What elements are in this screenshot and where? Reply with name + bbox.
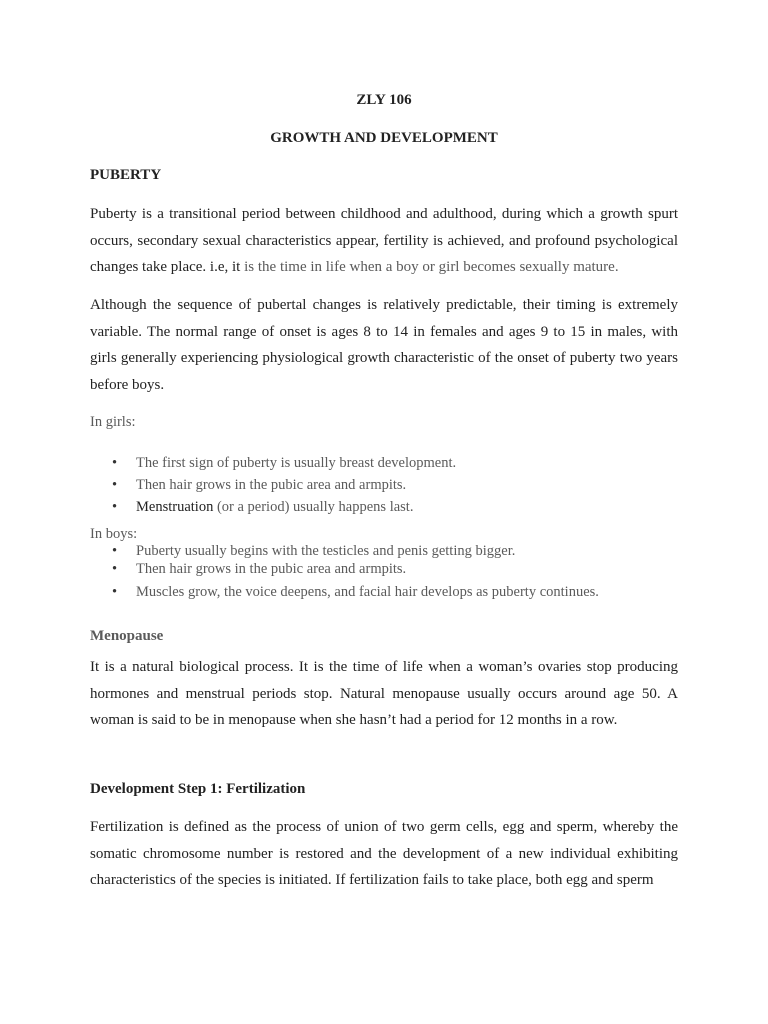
- bullet-icon: •: [112, 561, 118, 577]
- fertilization-heading: Development Step 1: Fertilization: [90, 781, 306, 797]
- course-title: GROWTH AND DEVELOPMENT: [270, 130, 498, 146]
- puberty-p1-main: Puberty is a transitional period between childhood and adulthood, during which a growth spurt occurs, secondary sexual characteristics appear, fertility is achieved, and profound psychological changes take place. i.e, it: [90, 206, 678, 275]
- puberty-p1-grey: is the time in life when a boy or girl becomes sexually mature.: [244, 259, 619, 275]
- puberty-heading: PUBERTY: [90, 167, 162, 183]
- list-item: • Then hair grows in the pubic area and armpits.: [112, 474, 456, 496]
- list-item: • Puberty usually begins with the testicles and penis getting bigger.: [112, 543, 516, 559]
- bullet-icon: •: [112, 543, 118, 559]
- list-item: • Muscles grow, the voice deepens, and facial hair develops as puberty continues.: [112, 581, 599, 603]
- course-code: ZLY 106: [356, 92, 412, 108]
- puberty-paragraph-2: Although the sequence of pubertal changes is relatively predictable, their timing is extremely variable. The normal range of onset is ages 8 to 14 in females and ages 9 to 15 in males, with girls generally experiencing physiological growth characteristic of the onset of puberty two years before boys.: [90, 297, 678, 393]
- bullet-icon: •: [112, 455, 118, 471]
- bullet-icon: •: [112, 499, 118, 515]
- girls-label: In girls:: [90, 414, 136, 430]
- list-item: • Menstruation (or a period) usually happens last.: [112, 496, 456, 518]
- puberty-paragraph-1: [90, 201, 678, 281]
- girls-list: [112, 452, 456, 518]
- fertilization-paragraph: Fertilization is defined as the process of union of two germ cells, egg and sperm, whereby the somatic chromosome number is restored and the development of a new individual exhibiting characteristics of the species is initiated. If fertilization fails to take place, both egg and sperm: [90, 819, 678, 888]
- list-item: • The first sign of puberty is usually breast development.: [112, 452, 456, 474]
- list-item: • Then hair grows in the pubic area and armpits.: [112, 561, 407, 577]
- menopause-heading: Menopause: [90, 628, 164, 644]
- menopause-paragraph: It is a natural biological process. It is the time of life when a woman’s ovaries stop producing hormones and menstrual periods stop. Natural menopause usually occurs around age 50. A woman is said to be in menopause when she hasn’t had a period for 12 months in a row.: [90, 659, 678, 728]
- bullet-icon: •: [112, 477, 118, 493]
- bullet-icon: •: [112, 584, 118, 600]
- boys-label: In boys:: [90, 526, 138, 542]
- boys-list: [112, 541, 599, 603]
